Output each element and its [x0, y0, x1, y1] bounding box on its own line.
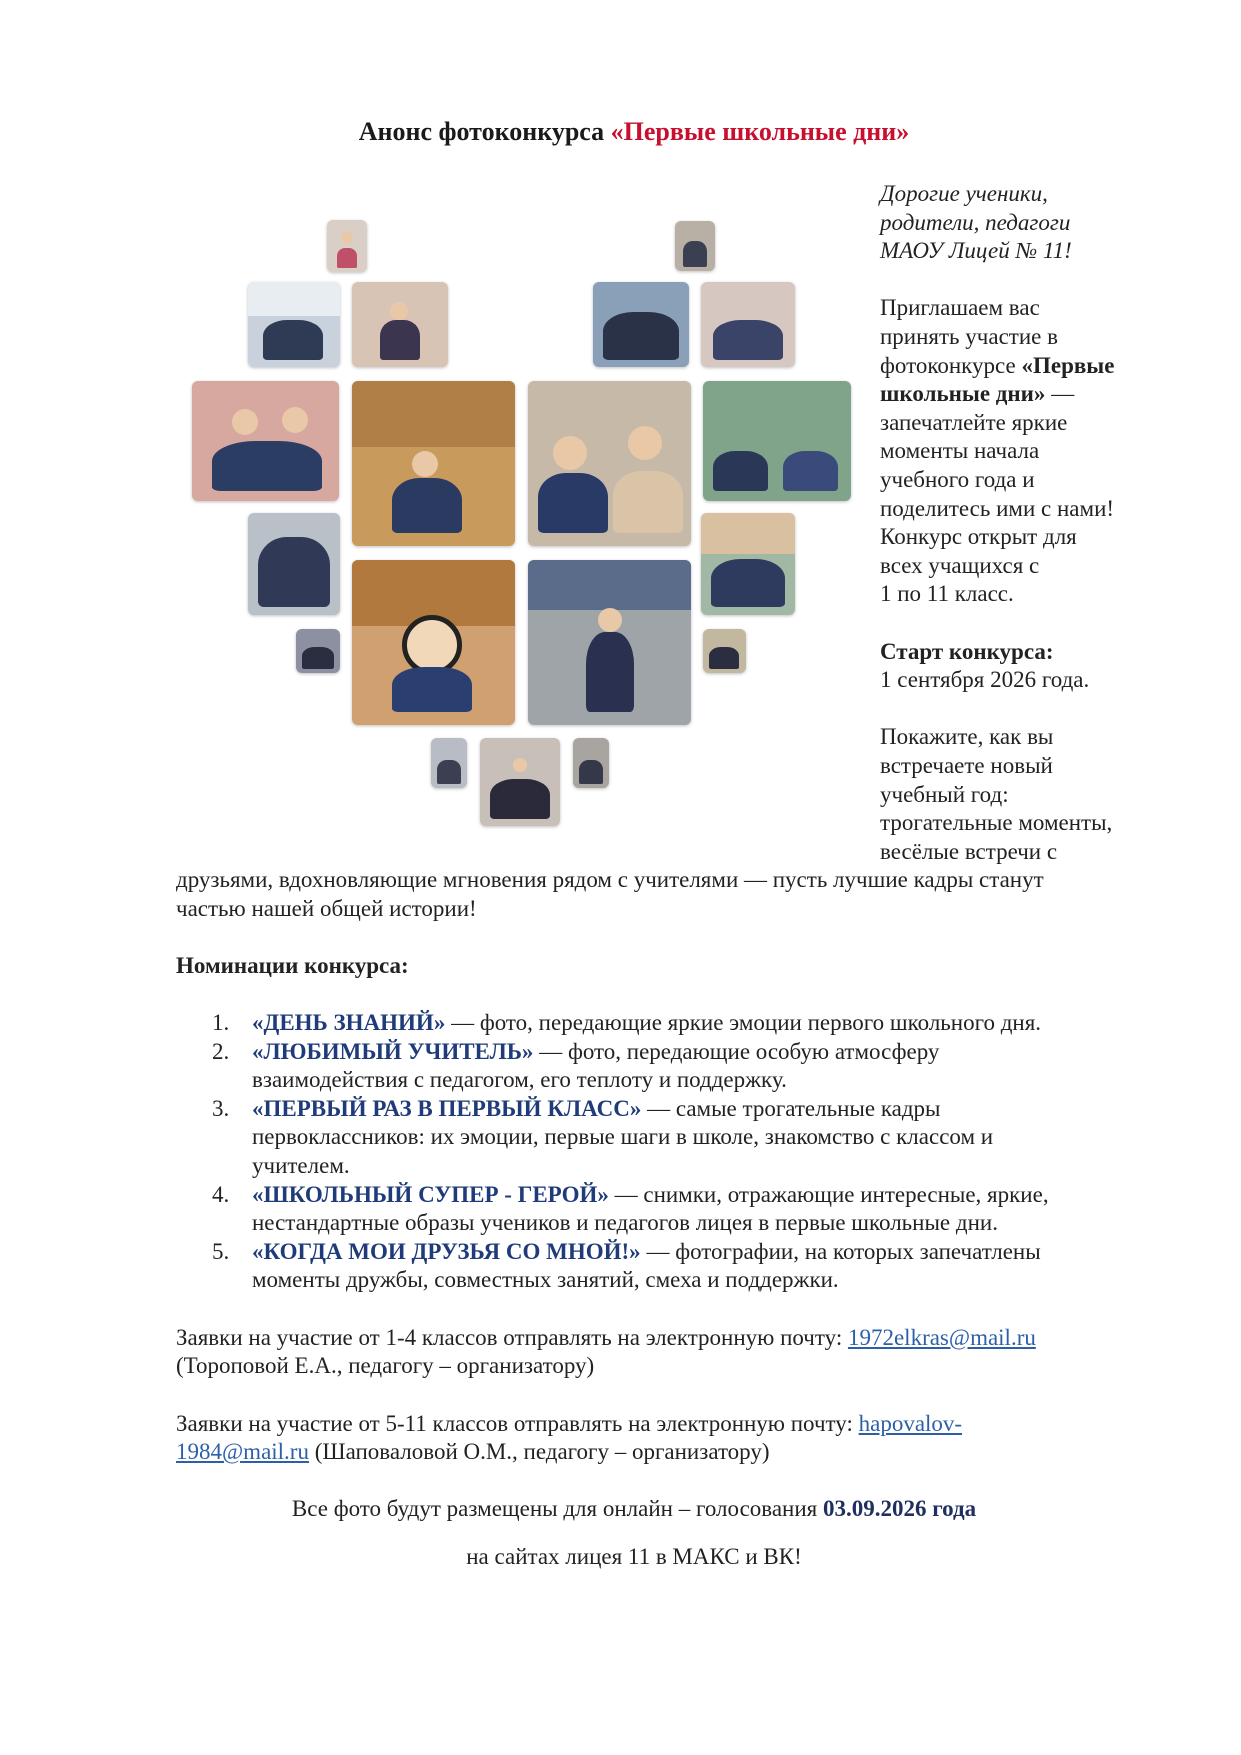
nomination-item	[212, 1038, 1142, 1095]
collage-photo	[701, 513, 795, 615]
invite-line: Приглашаем вас	[880, 295, 1040, 321]
nomination-description: взаимодействия с педагогом, его теплоту и поддержку.	[252, 1067, 787, 1093]
page-title	[0, 117, 1241, 147]
photo-collage-heart	[190, 215, 862, 840]
nomination-number: 2.	[212, 1038, 230, 1064]
nomination-description: — фото, передающие особую атмосферу	[533, 1038, 940, 1064]
collage-photo	[248, 513, 340, 615]
nomination-name: «КОГДА МОИ ДРУЗЬЯ СО МНОЙ!»	[252, 1238, 641, 1264]
nomination-description: моменты дружбы, совместных занятий, смеха и поддержки.	[252, 1267, 839, 1293]
nomination-description: — снимки, отражающие интересные, яркие,	[608, 1181, 1049, 1207]
nomination-number: 5.	[212, 1238, 230, 1264]
nominations-list	[212, 1009, 1142, 1295]
show-line: весёлые встречи с	[880, 838, 1058, 864]
title-highlight: «Первые школьные дни»	[610, 117, 910, 146]
apply-junior-text: Заявки на участие от 1-4 классов отправлять на электронную почту:	[176, 1324, 848, 1350]
collage-photo	[248, 282, 340, 367]
show-line: Покажите, как вы	[880, 724, 1054, 750]
invite-line: поделитесь ими с нами!	[880, 495, 1115, 521]
collage-photo	[703, 381, 851, 501]
nomination-number: 1.	[212, 1010, 230, 1035]
collage-photo	[528, 560, 691, 725]
nomination-item	[212, 1009, 1142, 1038]
greeting-line: МАОУ Лицей № 11!	[880, 238, 1072, 264]
nomination-item	[212, 1238, 1142, 1295]
show-line: учебный год:	[880, 781, 1009, 807]
collage-photo	[593, 282, 689, 367]
voting-text: Все фото будут размещены для онлайн – голосования	[291, 1496, 823, 1522]
nomination-description: — фото, передающие яркие эмоции первого школьного дня.	[445, 1010, 1042, 1035]
email-link-senior[interactable]: hapovalov-	[858, 1410, 963, 1436]
collage-photo	[352, 560, 515, 725]
apply-junior-line	[176, 1324, 1036, 1353]
email-link-senior[interactable]: 1984@mail.ru	[176, 1439, 309, 1465]
show-line: друзьями, вдохновляющие мгновения рядом с учителями — пусть лучшие кадры станут	[176, 867, 1044, 893]
nomination-name: «ДЕНЬ ЗНАНИЙ»	[252, 1010, 446, 1035]
invite-line: принять участие в	[880, 324, 1058, 349]
contest-name: школьные дни»	[880, 381, 1046, 407]
start-date: 1 сентября 2026 года.	[880, 667, 1090, 693]
nomination-description: — фотографии, на которых запечатлены	[640, 1238, 1041, 1264]
show-line: трогательные моменты,	[880, 810, 1113, 836]
title-prefix: Анонс фотоконкурса	[358, 117, 611, 146]
nomination-number: 3.	[212, 1095, 230, 1121]
collage-photo	[431, 738, 467, 788]
nomination-description: первоклассников: их эмоции, первые шаги в школе, знакомство с классом и	[252, 1124, 994, 1150]
apply-senior-line	[176, 1410, 962, 1439]
voting-announcement	[0, 1495, 1241, 1524]
nomination-name: «ПЕРВЫЙ РАЗ В ПЕРВЫЙ КЛАСС»	[252, 1095, 642, 1121]
apply-junior-contact: (Тороповой Е.А., педагогу – организатору)	[176, 1353, 595, 1379]
collage-photo	[573, 738, 609, 788]
collage-photo	[675, 221, 715, 271]
nominations-heading: Номинации конкурса:	[176, 953, 409, 979]
invite-line: запечатлейте яркие	[880, 409, 1068, 435]
invite-line	[880, 352, 1114, 381]
collage-photo	[701, 282, 795, 367]
email-link-junior[interactable]: 1972elkras@mail.ru	[847, 1324, 1036, 1350]
invite-text: —	[1045, 381, 1075, 407]
invite-text: фотоконкурсе	[880, 352, 1022, 378]
voting-sites: на сайтах лицея 11 в МАКС и ВК!	[466, 1544, 802, 1569]
nomination-name: «ШКОЛЬНЫЙ СУПЕР - ГЕРОЙ»	[252, 1181, 609, 1207]
nomination-number: 4.	[212, 1181, 230, 1207]
greeting-line: родители, педагоги	[880, 209, 1071, 235]
invite-line: учебного года и	[880, 467, 1035, 492]
apply-senior-contact	[176, 1438, 770, 1467]
invite-line: Конкурс открыт для	[880, 524, 1077, 550]
collage-photo	[192, 381, 339, 501]
collage-photo	[296, 629, 340, 673]
show-line: встречаете новый	[880, 753, 1053, 778]
collage-photo	[480, 738, 560, 826]
collage-photo	[528, 381, 691, 546]
collage-photo	[352, 282, 448, 367]
invite-line: всех учащихся с	[880, 552, 1040, 578]
nomination-description: нестандартные образы учеников и педагогов лицея в первые школьные дни.	[252, 1210, 998, 1236]
invite-line: моменты начала	[880, 438, 1040, 464]
greeting-line: Дорогие ученики,	[880, 181, 1048, 206]
collage-photo	[352, 381, 515, 546]
nomination-item	[212, 1095, 1142, 1181]
show-line: частью нашей общей истории!	[176, 896, 477, 921]
contest-name: «Первые	[1021, 352, 1115, 378]
apply-senior-text: Заявки на участие от 5-11 классов отправлять на электронную почту:	[176, 1410, 859, 1436]
voting-date: 03.09.2026 года	[822, 1496, 977, 1522]
nomination-description: учителем.	[252, 1152, 350, 1178]
collage-photo	[703, 629, 746, 673]
invite-line: 1 по 11 класс.	[880, 581, 1014, 607]
invite-line	[880, 380, 1074, 409]
collage-photo	[327, 220, 367, 272]
start-label: Старт конкурса:	[880, 638, 1054, 664]
nomination-name: «ЛЮБИМЫЙ УЧИТЕЛЬ»	[252, 1038, 534, 1064]
nomination-item	[212, 1181, 1142, 1238]
nomination-description: — самые трогательные кадры	[641, 1095, 941, 1121]
apply-senior-contact-text: (Шаповаловой О.М., педагогу – организатору)	[308, 1439, 770, 1465]
